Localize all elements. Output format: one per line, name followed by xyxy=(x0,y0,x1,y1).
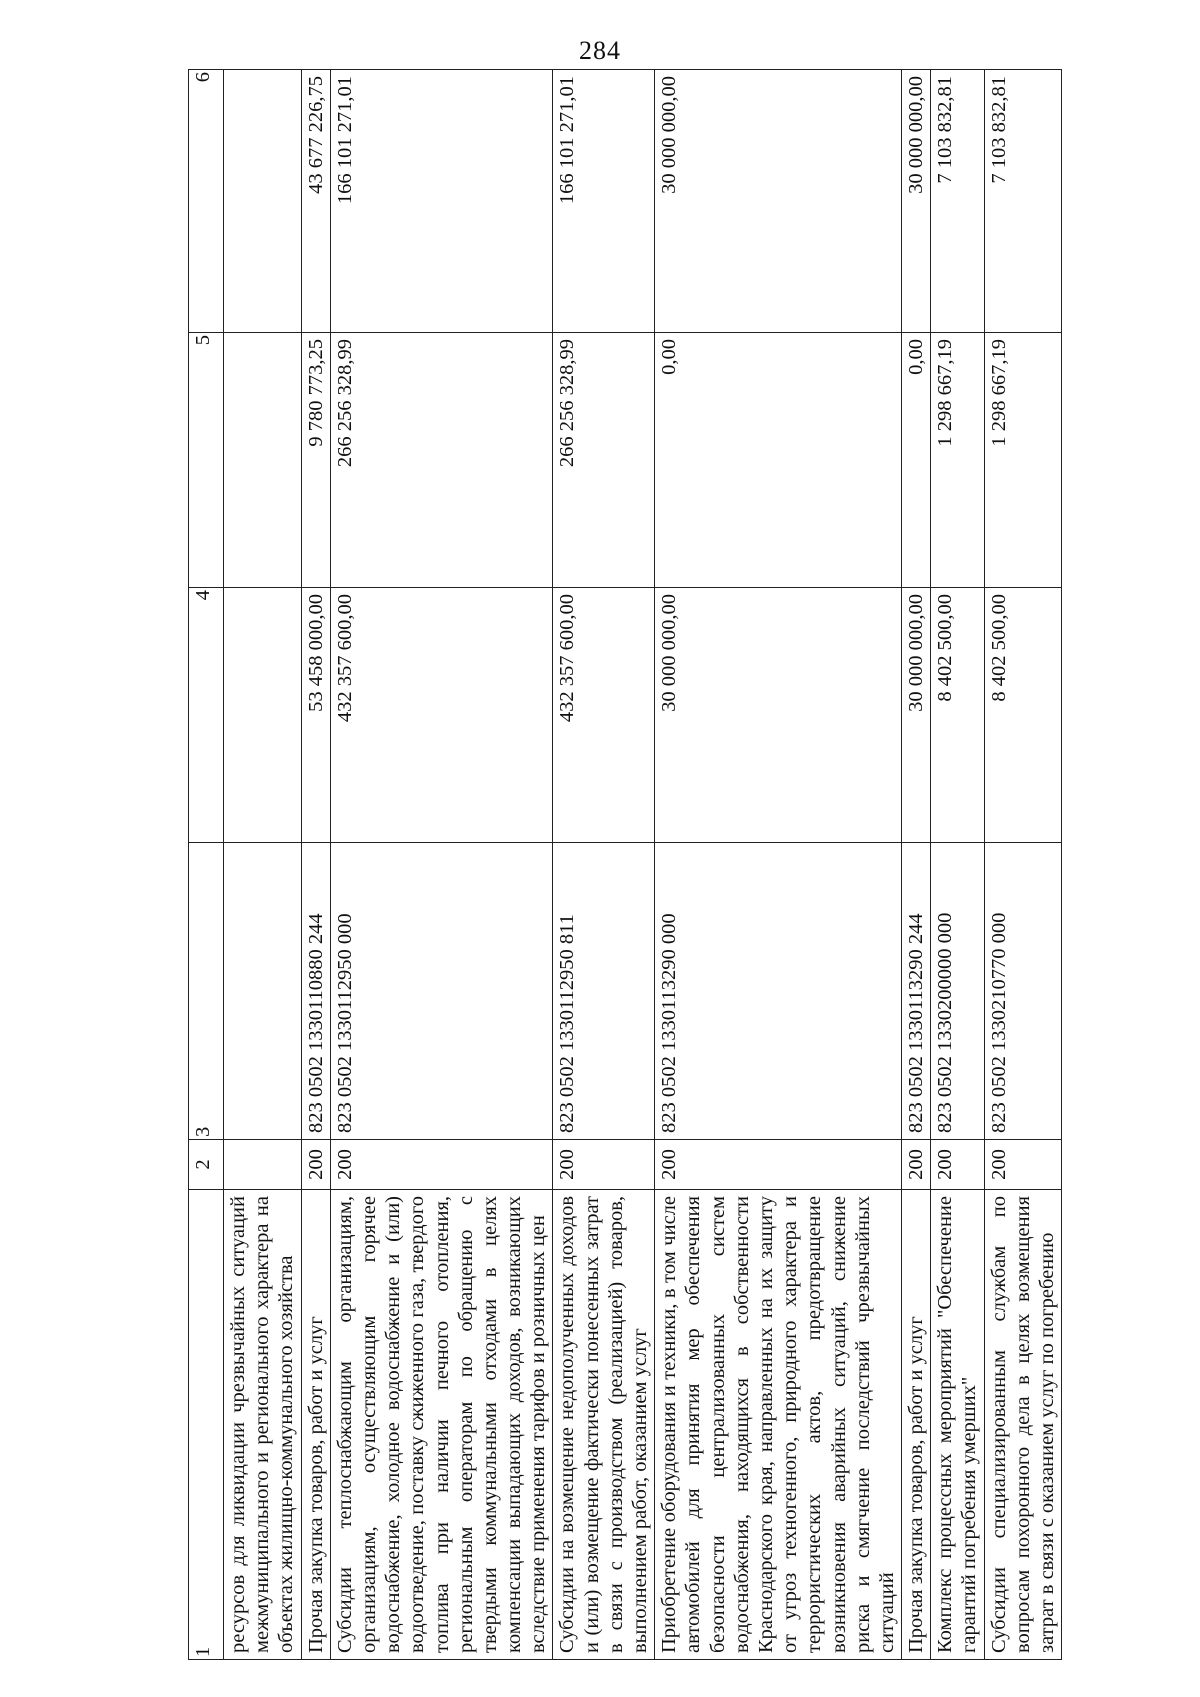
table-row xyxy=(330,70,553,1660)
row-col6: 166 101 271,01 xyxy=(330,70,553,333)
page-number: 284 xyxy=(579,36,621,65)
row-name: Прочая закупка товаров, работ и услуг xyxy=(902,1190,931,1660)
header-col-1: 1 xyxy=(189,1190,224,1660)
row-code: 200 xyxy=(931,1140,984,1190)
row-kbk: 823 0502 1330112950 000 xyxy=(330,843,553,1140)
row-code xyxy=(224,1140,302,1190)
header-col-2: 2 xyxy=(189,1140,224,1190)
table-row xyxy=(984,70,1062,1660)
row-col4: 30 000 000,00 xyxy=(655,588,902,843)
row-col5: 266 256 328,99 xyxy=(330,333,553,588)
row-name: ресурсов для ликвидации чрезвычайных ситуаций межмуниципального и регионального характера на объектах жилищно-коммунального хозяйства xyxy=(224,1190,302,1660)
row-col6: 7 103 832,81 xyxy=(984,70,1062,333)
table-row xyxy=(931,70,984,1660)
header-col-5: 5 xyxy=(189,333,224,588)
row-kbk: 823 0502 1330200000 000 xyxy=(931,843,984,1140)
row-code: 200 xyxy=(301,1140,330,1190)
row-kbk: 823 0502 1330210770 000 xyxy=(984,843,1062,1140)
row-code: 200 xyxy=(655,1140,902,1190)
row-col5: 9 780 773,25 xyxy=(301,333,330,588)
row-name: Приобретение оборудования и техники, в том числе автомобилей для принятия мер обеспечения безопасности централизованных систем водоснабжения, находящихся в собственности Краснодарского края, направленных на их защиту от угроз техногенного, природного характера и террористических актов, предотвращение возникновения аварийных ситуаций, снижение риска и смягчение последствий чрезвычайных ситуаций xyxy=(655,1190,902,1660)
row-col5: 1 298 667,19 xyxy=(931,333,984,588)
row-name: Субсидии теплоснабжающим организациям, организациям, осуществляющим горячее водоснабжение, холодное водоснабжение и (или) водоотведение, поставку сжиженного газа, твердого топлива при наличии печного отопления, региональным операторам по обращению с твердыми коммунальными отходами в целях компенсации выпадающих доходов, возникающих вследствие применения тарифов и розничных цен xyxy=(330,1190,553,1660)
row-col6: 7 103 832,81 xyxy=(931,70,984,333)
row-col6: 30 000 000,00 xyxy=(655,70,902,333)
row-kbk: 823 0502 1330113290 244 xyxy=(902,843,931,1140)
row-col4: 8 402 500,00 xyxy=(931,588,984,843)
row-col5: 1 298 667,19 xyxy=(984,333,1062,588)
header-col-4: 4 xyxy=(189,588,224,843)
row-col4: 432 357 600,00 xyxy=(330,588,553,843)
row-kbk: 823 0502 1330113290 000 xyxy=(655,843,902,1140)
budget-table xyxy=(188,69,1062,1660)
row-col4: 53 458 000,00 xyxy=(301,588,330,843)
header-col-6: 6 xyxy=(189,70,224,333)
table-row xyxy=(553,70,655,1660)
row-code: 200 xyxy=(902,1140,931,1190)
row-col6 xyxy=(224,70,302,333)
table-row xyxy=(902,70,931,1660)
row-kbk xyxy=(224,843,302,1140)
table-row xyxy=(224,70,302,1660)
row-col4: 30 000 000,00 xyxy=(902,588,931,843)
row-col6: 43 677 226,75 xyxy=(301,70,330,333)
row-name: Субсидии на возмещение недополученных доходов и (или) возмещение фактически понесенных затрат в связи с производством (реализацией) товаров, выполнением работ, оказанием услуг xyxy=(553,1190,655,1660)
row-col6: 166 101 271,01 xyxy=(553,70,655,333)
row-col4: 8 402 500,00 xyxy=(984,588,1062,843)
row-kbk: 823 0502 1330112950 811 xyxy=(553,843,655,1140)
row-name: Прочая закупка товаров, работ и услуг xyxy=(301,1190,330,1660)
table-row xyxy=(655,70,902,1660)
row-code: 200 xyxy=(330,1140,553,1190)
row-col6: 30 000 000,00 xyxy=(902,70,931,333)
row-name: Комплекс процессных мероприятий "Обеспечение гарантий погребения умерших" xyxy=(931,1190,984,1660)
row-name: Субсидии специализированным службам по вопросам похоронного дела в целях возмещения затрат в связи с оказанием услуг по погребению xyxy=(984,1190,1062,1660)
table-row xyxy=(301,70,330,1660)
row-col5: 0,00 xyxy=(902,333,931,588)
header-row xyxy=(189,70,224,1660)
row-col5: 0,00 xyxy=(655,333,902,588)
header-col-3: 3 xyxy=(189,843,224,1140)
rotated-table-wrapper xyxy=(188,72,1068,1660)
row-code: 200 xyxy=(553,1140,655,1190)
row-col5 xyxy=(224,333,302,588)
row-col4 xyxy=(224,588,302,843)
row-col5: 266 256 328,99 xyxy=(553,333,655,588)
row-code: 200 xyxy=(984,1140,1062,1190)
row-col4: 432 357 600,00 xyxy=(553,588,655,843)
row-kbk: 823 0502 1330110880 244 xyxy=(301,843,330,1140)
